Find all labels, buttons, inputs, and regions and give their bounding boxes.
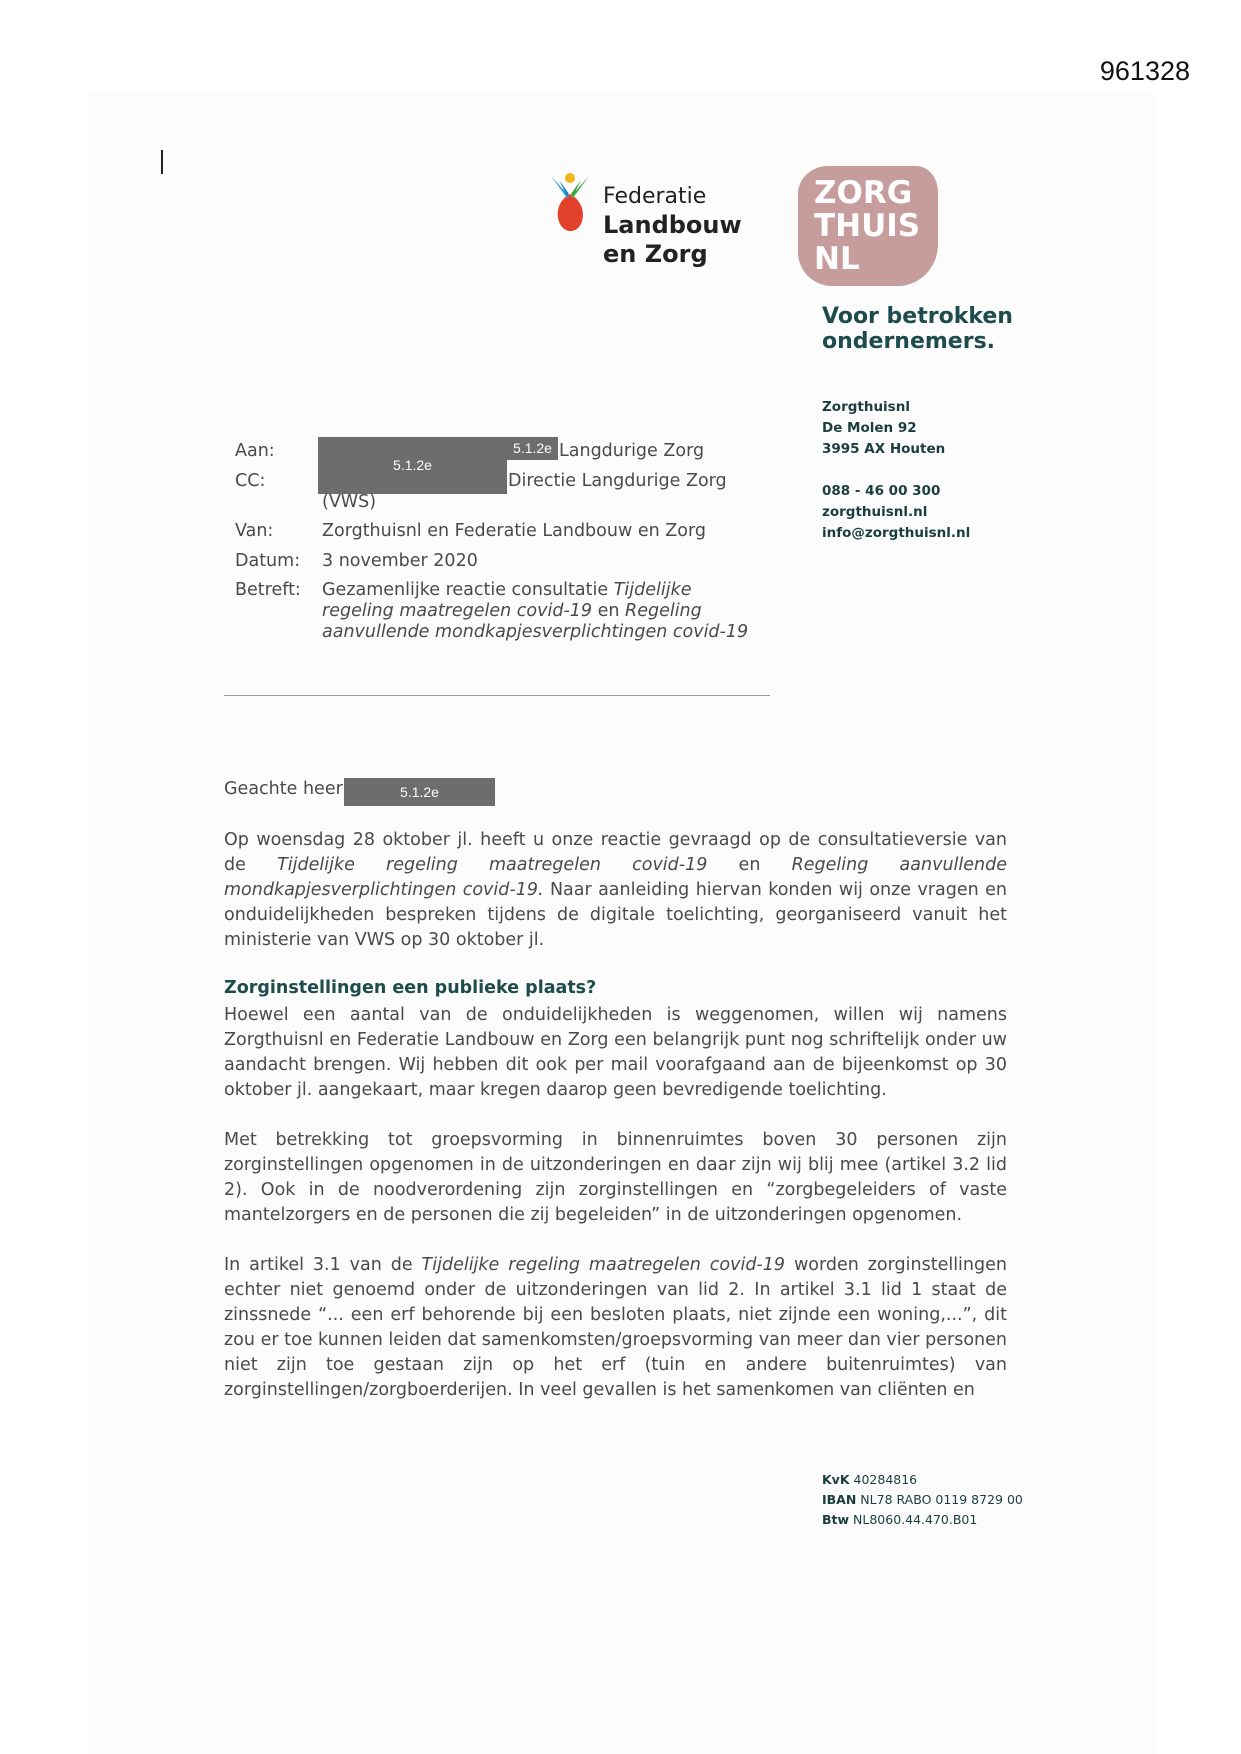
betreft-line2: regeling maatregelen covid-19 en Regeling [322,601,702,621]
footer-btw: Btw NL8060.44.470.B01 [822,1512,978,1527]
contact-website: zorgthuisnl.nl [822,504,928,520]
contact-city: 3995 AX Houten [822,441,946,457]
tagline-line2: ondernemers. [822,329,996,354]
section-heading: Zorginstellingen een publieke plaats? [224,978,597,998]
paragraph-2: Hoewel een aantal van de onduidelijkheden is weggenomen, willen wij namens Zorgthuisnl en Federatie Landbouw en Zorg een belangrijk punt nog schriftelijk onder uw aandacht brengen. Wij hebben dit ook per mail voorafgaand aan de bijeenkomst op 30 oktober jl. aangekaart, maar kregen daarop geen bevredigende toelichting. [224,1005,1007,1100]
contact-street: De Molen 92 [822,420,917,436]
contact-block [822,397,970,544]
federatie-logo-line3: en Zorg [603,240,708,268]
redaction-box-cc: 5.1.2e [318,437,507,494]
federatie-logo [547,172,747,272]
divider-line [224,695,770,696]
federatie-logo-line1: Federatie [603,184,707,209]
contact-phone: 088 - 46 00 300 [822,483,941,499]
footer-iban: IBAN NL78 RABO 0119 8729 00 [822,1492,1023,1507]
redaction-box-aan: 5.1.2e [507,437,558,460]
contact-name: Zorgthuisnl [822,399,910,415]
document-number: 961328 [1099,56,1190,86]
paragraph-3: Met betrekking tot groepsvorming in binnenruimtes boven 30 personen zijn zorginstellingen opgenomen in de uitzonderingen en daar zijn wij blij mee (artikel 3.2 lid 2). Ook in de noodverordening zijn zorginstellingen en “zorgbegeleiders of vaste mantelzorgers en de personen die zij begeleiden” in de uitzonderingen opgenomen. [224,1130,1007,1225]
text-cursor [161,150,163,174]
betreft-label: Betreft: [235,580,301,600]
footer-kvk: KvK 40284816 [822,1472,918,1487]
cc-label: CC: [235,471,266,491]
paragraph-4: In artikel 3.1 van de Tijdelijke regeling maatregelen covid-19 worden zorginstellingen echter niet genoemd onder de uitzonderingen van lid 2. In artikel 3.1 lid 1 staat de zinssnede “... een erf behorende bij een besloten plaats, niet zijnde een woning,...”, dit zou er toe kunnen leiden dat samenkomsten/groepsvorming van meer dan vier personen niet zijn toe gestaan zijn op het erf (tuin en andere buitenruimtes) van zorginstellingen/zorgboerderijen. In veel gevallen is het samenkomen van cliënten en [224,1255,1007,1400]
datum-label: Datum: [235,551,301,571]
zorgthuis-logo-line1: ZORG [814,175,913,211]
datum-value: 3 november 2020 [322,551,478,571]
van-label: Van: [235,521,274,541]
zorgthuisnl-logo [798,166,938,286]
tagline [822,304,1062,354]
cc-value-cont: (VWS) [322,492,377,512]
van-value: Zorgthuisnl en Federatie Landbouw en Zorg [322,521,706,541]
betreft-line3: aanvullende mondkapjesverplichtingen covid-19 [322,622,749,642]
betreft-line1: Gezamenlijke reactie consultatie Tijdelijke [322,580,692,600]
redaction-box-salutation: 5.1.2e [344,778,495,806]
aan-value: Langdurige Zorg [559,441,705,461]
cc-value: Directie Langdurige Zorg [508,471,727,491]
federatie-logo-line2: Landbouw [603,211,742,239]
contact-email: info@zorgthuisnl.nl [822,525,971,541]
zorgthuis-logo-line3: NL [814,241,860,277]
footer-registration [822,1470,1023,1530]
aan-label: Aan: [235,441,275,461]
salutation: Geachte heer [224,779,343,799]
paragraph-1: Op woensdag 28 oktober jl. heeft u onze reactie gevraagd op de consultatieversie van de Tijdelijke regeling maatregelen covid-19 en Regeling aanvullende mondkapjesverplichtingen covid-19. Naar aanleiding hiervan konden wij onze vragen en onduidelijkheden bespreken tijdens de digitale toelichting, georganiseerd vanuit het ministerie van VWS op 30 oktober jl. [224,830,1007,950]
tulip-icon [547,172,593,234]
zorgthuis-logo-line2: THUIS [814,208,921,244]
tagline-line1: Voor betrokken [822,304,1013,329]
